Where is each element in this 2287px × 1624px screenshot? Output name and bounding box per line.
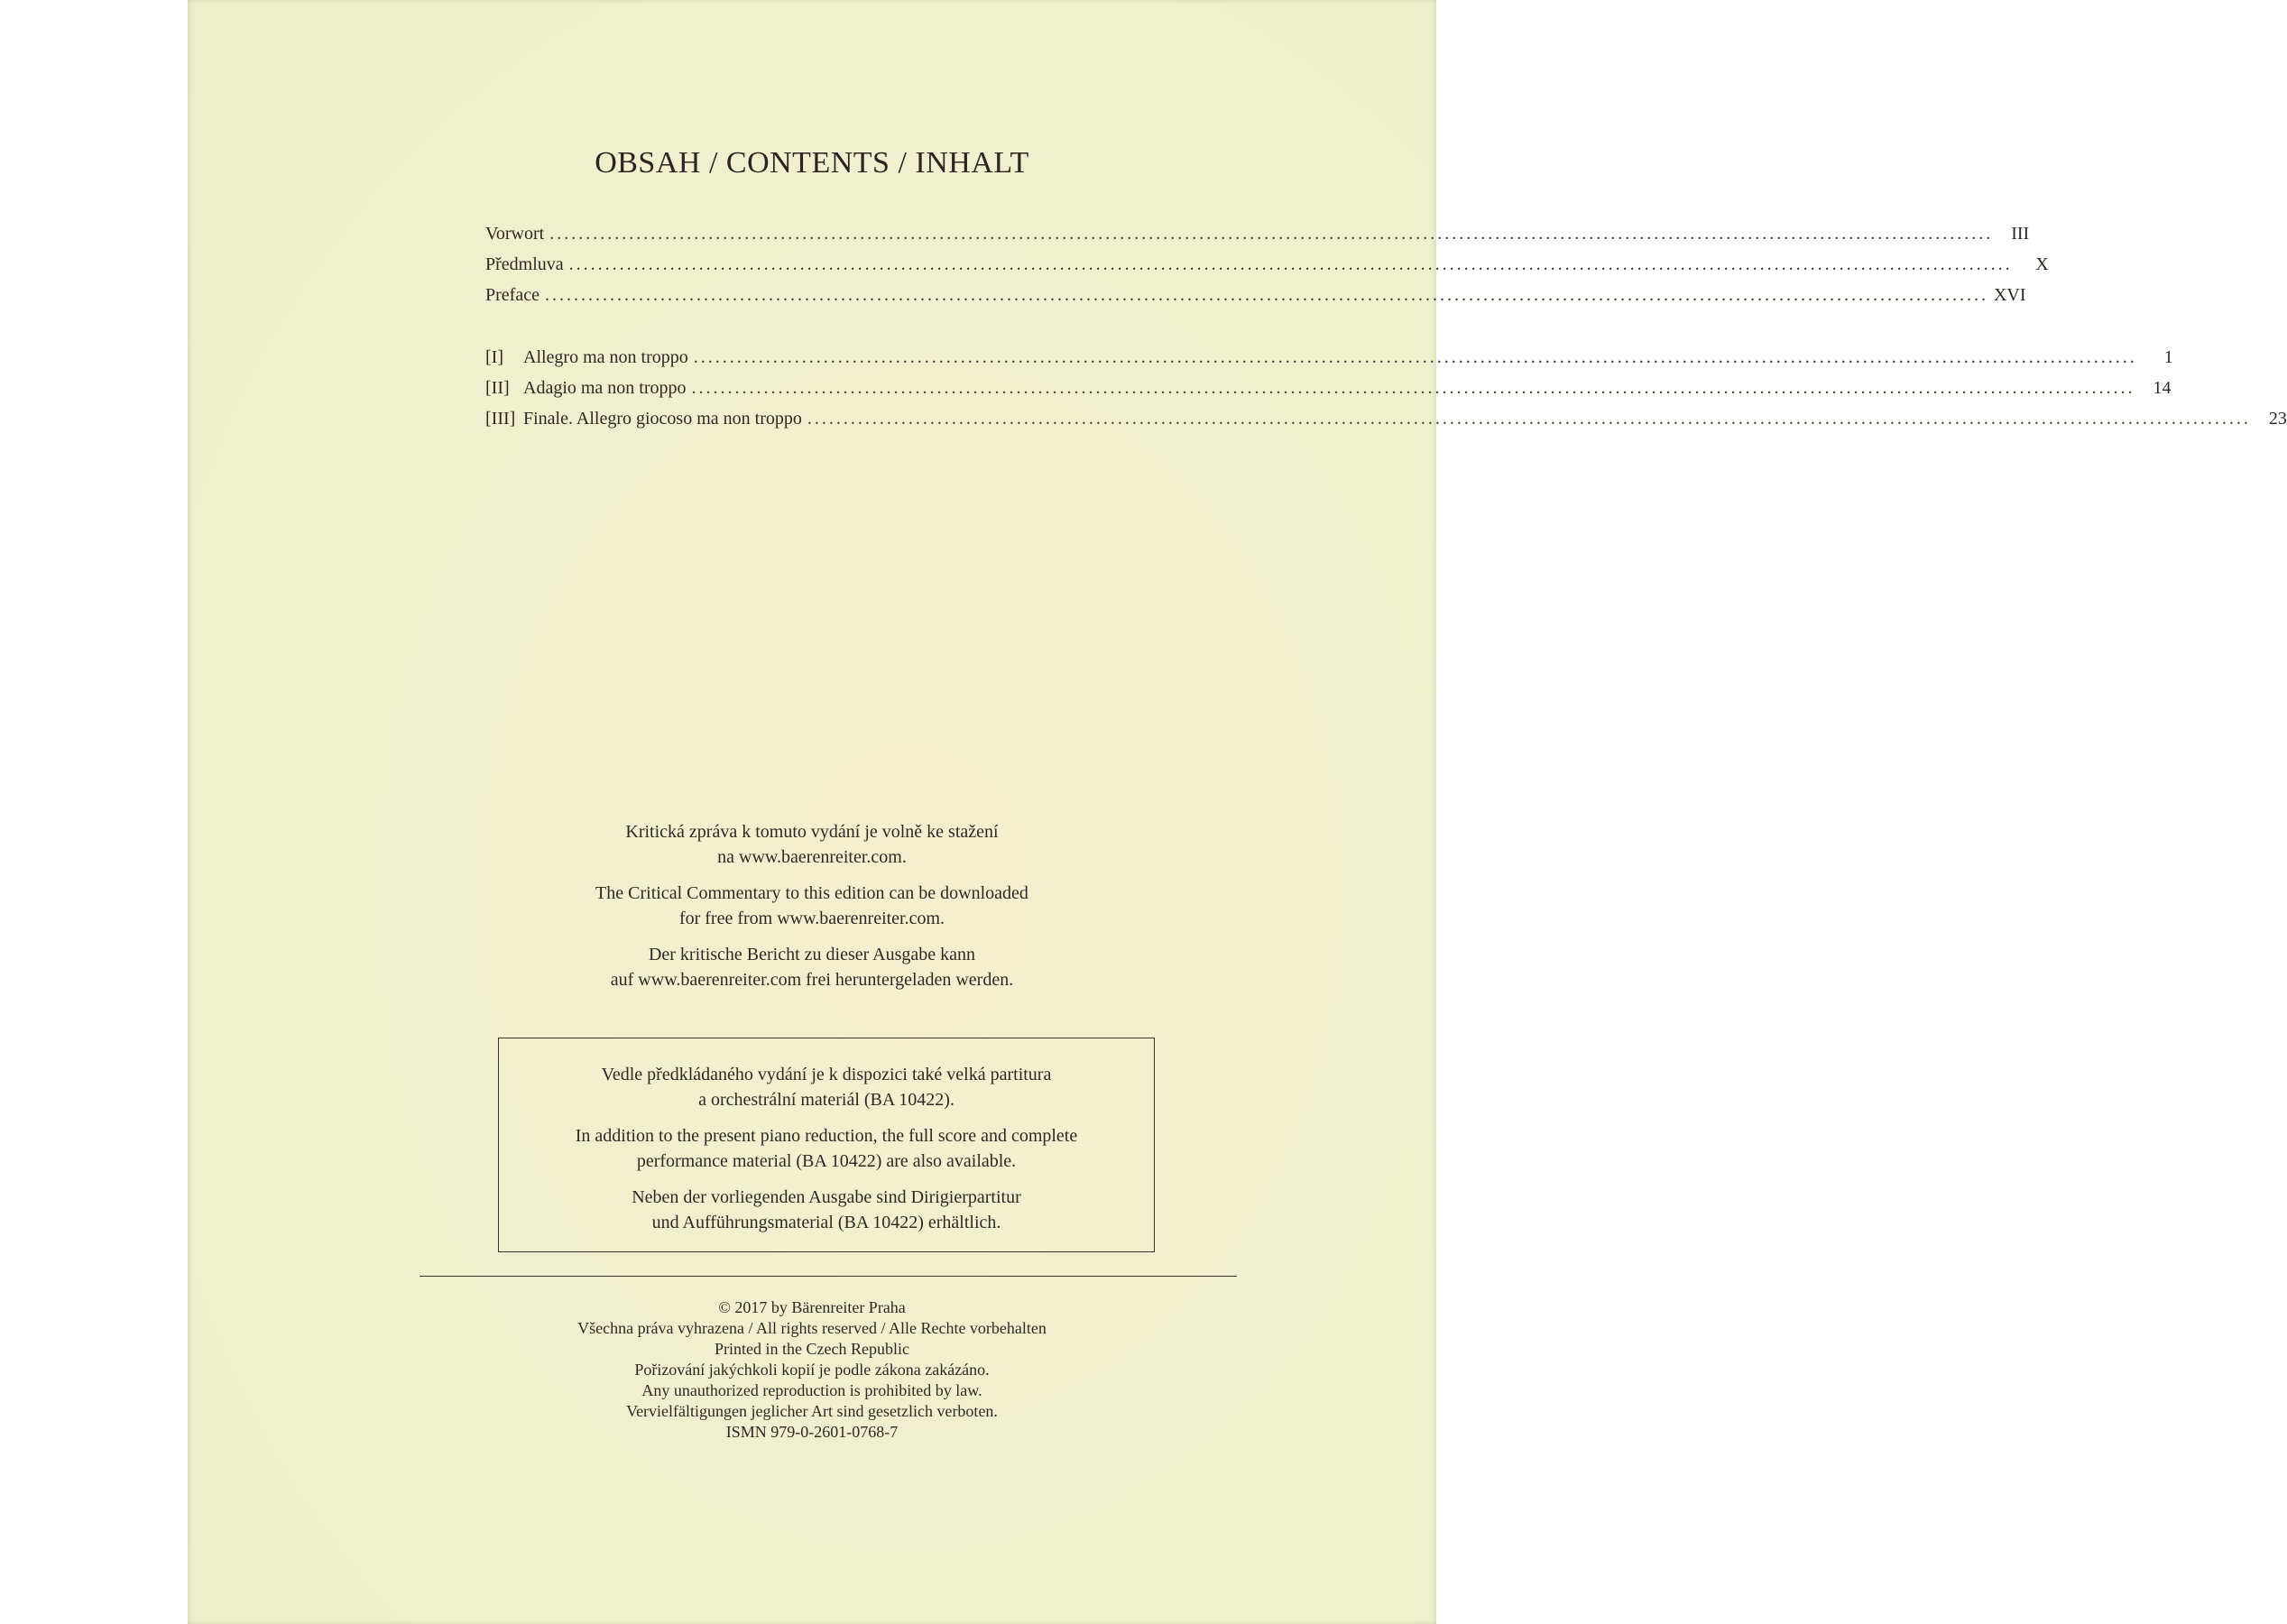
imprint-printed-in: Printed in the Czech Republic: [715, 1340, 909, 1358]
imprint-copy-notice-czech: Pořizování jakýchkoli kopií je podle zákona zakázáno.: [634, 1361, 990, 1379]
critical-commentary-note: [188, 819, 1436, 1003]
toc-leader-dots: ........................................................................................................................................................................................................: [544, 285, 1988, 305]
movement-title: Finale. Allegro giocoso ma non troppo: [523, 409, 802, 429]
note-line: In addition to the present piano reduction, the full score and complete: [575, 1126, 1078, 1146]
toc-entry-label: Vorwort: [485, 224, 545, 244]
note-line: auf www.baerenreiter.com frei heruntergeladen werden.: [610, 970, 1014, 990]
movement-title: Adagio ma non troppo: [523, 378, 687, 398]
toc-leader-dots: ........................................................................................................................................................................................................: [549, 224, 1994, 244]
toc-leader-dots: ........................................................................................................................................................................................................: [693, 347, 2137, 367]
toc-entry-page: XVI: [1993, 285, 2026, 305]
toc-entry-page: 23: [2268, 409, 2287, 429]
copyright-imprint: [188, 1297, 1436, 1443]
toc-entry: [485, 224, 2030, 254]
movement-number: [I]: [485, 347, 503, 367]
toc-entry-page: 1: [2163, 347, 2173, 367]
note-line: na www.baerenreiter.com.: [717, 847, 907, 867]
toc-entry: [485, 254, 2049, 285]
movement-title: Allegro ma non troppo: [523, 347, 688, 367]
document-page: [188, 0, 2287, 1624]
toc-entry: [485, 409, 2287, 439]
page-title: OBSAH / CONTENTS / INHALT: [595, 146, 1029, 180]
imprint-rights: Všechna práva vyhrazena / All rights reserved / Alle Rechte vorbehalten: [577, 1319, 1047, 1337]
availability-paragraph-czech: [499, 1062, 1154, 1112]
note-line: The Critical Commentary to this edition can be downloaded: [595, 883, 1028, 903]
toc-leader-dots: ........................................................................................................................................................................................................: [568, 254, 2013, 274]
note-line: Vedle předkládaného vydání je k dispozici také velká partitura: [601, 1065, 1052, 1084]
divider-rule: [420, 1276, 1237, 1277]
commentary-paragraph-german: [188, 942, 1436, 992]
availability-paragraph-german: [499, 1185, 1154, 1235]
movement-number: [II]: [485, 378, 510, 398]
imprint-ismn: ISMN 979-0-2601-0768-7: [725, 1423, 899, 1441]
imprint-copy-notice-english: Any unauthorized reproduction is prohibited by law.: [641, 1381, 982, 1399]
toc-entry-page: III: [2011, 224, 2030, 244]
toc-entry: [485, 285, 2026, 316]
toc-entry-label: Preface: [485, 285, 539, 305]
toc-entry-page: 14: [2153, 378, 2172, 398]
note-line: Kritická zpráva k tomuto vydání je volně ke stažení: [625, 822, 999, 842]
movement-number: [III]: [485, 409, 516, 429]
toc-entry-label: [485, 378, 687, 399]
note-line: a orchestrální materiál (BA 10422).: [698, 1090, 954, 1110]
imprint-copyright: © 2017 by Bärenreiter Praha: [718, 1298, 906, 1316]
toc-entry-label: [485, 409, 802, 429]
toc-leader-dots: ........................................................................................................................................................................................................: [691, 378, 2135, 398]
imprint-copy-notice-german: Vervielfältigungen jeglicher Art sind gesetzlich verboten.: [626, 1402, 998, 1420]
availability-box: [498, 1038, 1155, 1252]
availability-paragraph-english: [499, 1123, 1154, 1174]
toc-entry-label: [485, 347, 688, 368]
note-line: Neben der vorliegenden Ausgabe sind Dirigierpartitur: [632, 1187, 1021, 1207]
toc-movements: [485, 347, 2287, 439]
commentary-paragraph-czech: [188, 819, 1436, 870]
toc-entry: [485, 347, 2173, 378]
commentary-paragraph-english: [188, 881, 1436, 931]
note-line: performance material (BA 10422) are also available.: [636, 1151, 1017, 1171]
note-line: Der kritische Bericht zu dieser Ausgabe kann: [648, 945, 976, 964]
toc-front-matter: [485, 224, 2049, 316]
note-line: for free from www.baerenreiter.com.: [678, 909, 945, 928]
note-line: und Aufführungsmaterial (BA 10422) erhältlich.: [651, 1213, 1001, 1232]
toc-entry: [485, 378, 2172, 409]
toc-leader-dots: ........................................................................................................................................................................................................: [807, 409, 2251, 429]
toc-entry-label: Předmluva: [485, 254, 564, 274]
toc-entry-page: X: [2035, 254, 2049, 274]
